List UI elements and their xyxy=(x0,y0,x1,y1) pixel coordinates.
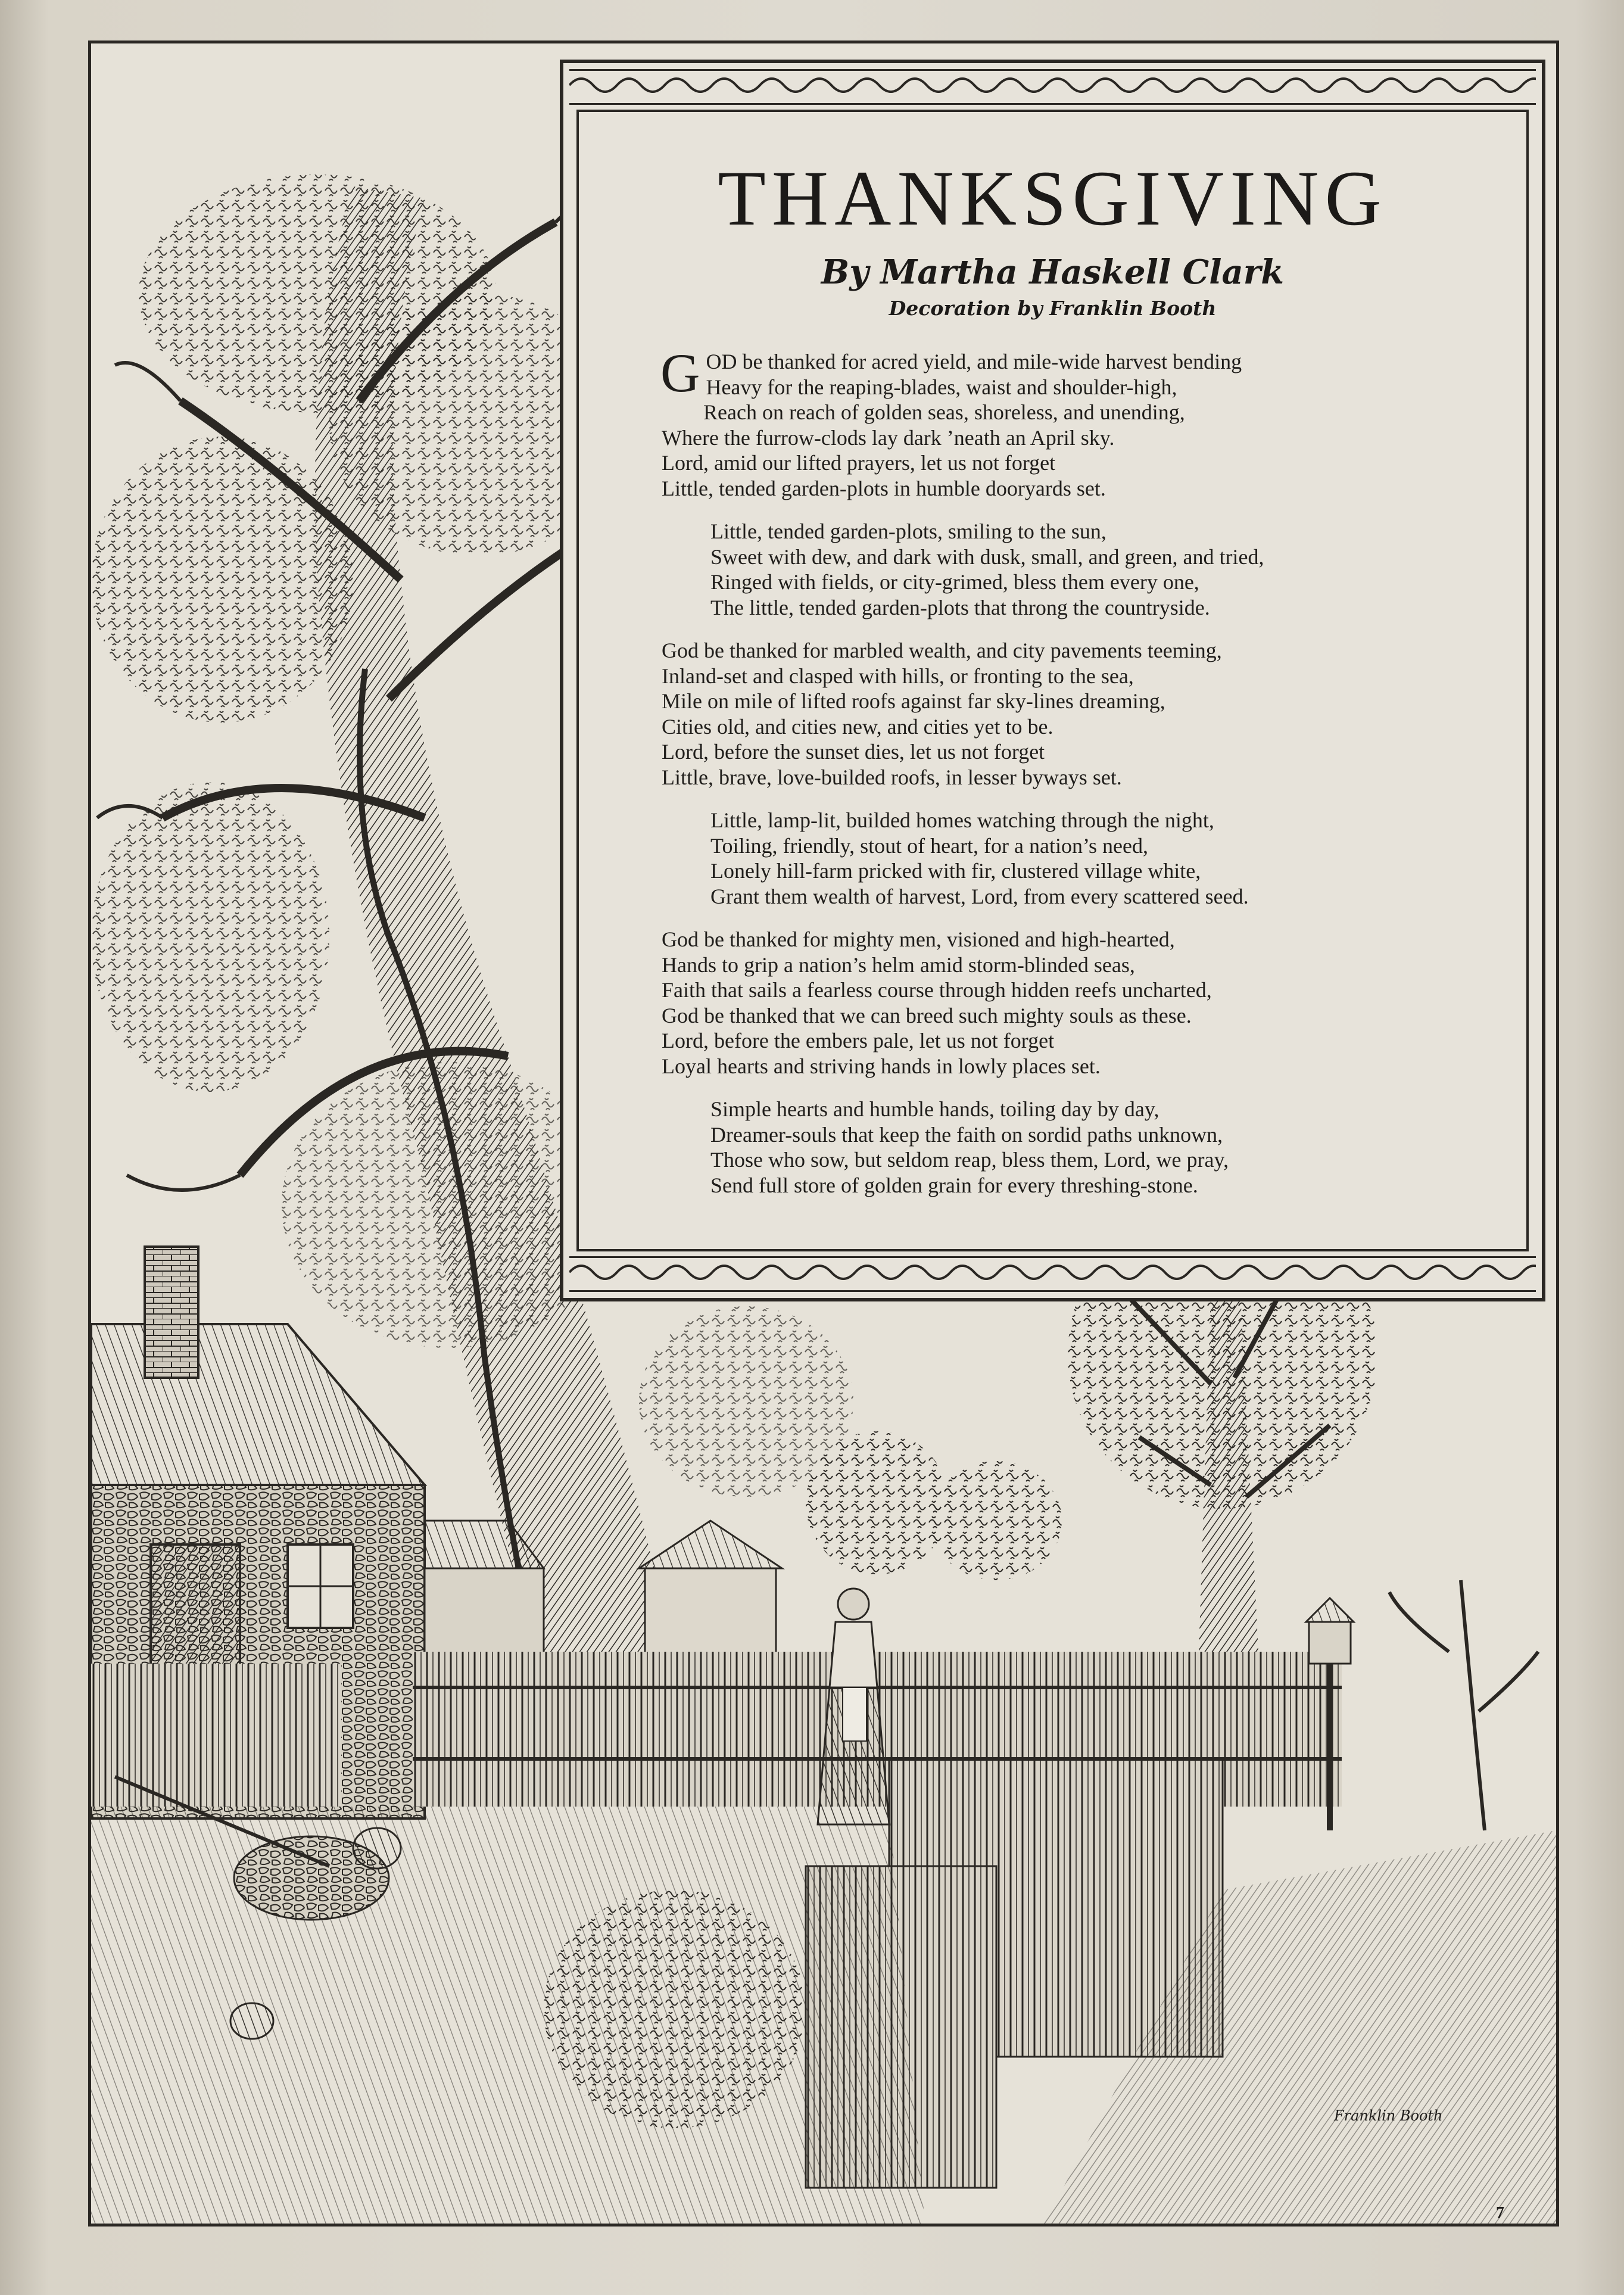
poem-line: Ringed with fields, or city-grimed, bless them every one, xyxy=(710,570,1199,594)
wave-scroll-ornament xyxy=(569,1258,1536,1287)
poem-line: God be thanked that we can breed such mighty souls as these. xyxy=(662,1003,1192,1027)
poem-line: God be thanked for mighty men, visioned and high-hearted, xyxy=(662,927,1175,951)
poem-line: God be thanked for marbled wealth, and city pavements teeming, xyxy=(662,639,1222,662)
poem-line: Heavy for the reaping-blades, waist and shoulder-high, xyxy=(706,375,1177,399)
wave-scroll-ornament xyxy=(569,71,1536,99)
poem-line: Reach on reach of golden seas, shoreless, and unending, xyxy=(703,400,1185,424)
poem-line: Lord, before the embers pale, let us not forget xyxy=(662,1029,1055,1052)
poem-line: Faith that sails a fearless course through hidden reefs uncharted, xyxy=(662,978,1212,1002)
poem-line: Sweet with dew, and dark with dusk, small, and green, and tried, xyxy=(710,544,1264,569)
poem-line: Lonely hill-farm pricked with fir, clustered village white, xyxy=(710,859,1201,883)
stanza-2 xyxy=(662,519,1495,620)
poem-line: The little, tended garden-plots that throng the countryside. xyxy=(710,595,1210,619)
top-ornament-band xyxy=(569,69,1536,105)
poem-line: Loyal hearts and striving hands in lowly places set. xyxy=(662,1054,1101,1078)
stanza-6 xyxy=(662,1097,1495,1198)
poem-line: Those who sow, but seldom reap, bless them, Lord, we pray, xyxy=(710,1148,1229,1172)
poem-line: Grant them wealth of harvest, Lord, from every scattered seed. xyxy=(710,884,1249,908)
poem-line: Dreamer-souls that keep the faith on sordid paths unknown, xyxy=(710,1122,1223,1147)
poem-line: Simple hearts and humble hands, toiling day by day, xyxy=(710,1097,1159,1121)
poem-line: Lord, amid our lifted prayers, let us not forget xyxy=(662,451,1056,475)
poem-line: Little, tended garden-plots in humble dooryards set. xyxy=(662,476,1106,500)
poem-line: Toiling, friendly, stout of heart, for a nation’s need, xyxy=(710,833,1148,858)
stanza-5 xyxy=(662,927,1495,1079)
poem-line: Inland-set and clasped with hills, or fronting to the sea, xyxy=(662,664,1134,688)
author-byline: By Martha Haskell Clark xyxy=(821,253,1285,292)
poem-line: Cities old, and cities new, and cities yet to be. xyxy=(662,714,1053,739)
drop-cap: G xyxy=(660,342,700,403)
poem-line: OD be thanked for acred yield, and mile-wide harvest bending xyxy=(706,350,1242,373)
poem-line: Send full store of golden grain for every threshing-stone. xyxy=(710,1173,1198,1197)
poem-line: Lord, before the sunset dies, let us not forget xyxy=(662,740,1045,764)
decoration-credit: Decoration by Franklin Booth xyxy=(889,297,1217,320)
stanza-1 xyxy=(660,342,1495,501)
poem-line: Where the furrow-clods lay dark ’neath an April sky. xyxy=(662,425,1115,450)
poem-line: Hands to grip a nation’s helm amid storm-blinded seas, xyxy=(662,952,1135,977)
poem-line: Little, lamp-lit, builded homes watching through the night, xyxy=(710,808,1214,832)
stanza-3 xyxy=(662,638,1495,790)
stanza-4 xyxy=(662,808,1495,909)
poem-body xyxy=(660,342,1495,1216)
poem-line: Little, brave, love-builded roofs, in lesser byways set. xyxy=(662,765,1122,789)
poem-line: Mile on mile of lifted roofs against far sky-lines dreaming, xyxy=(662,689,1165,713)
artist-signature: Franklin Booth xyxy=(1334,2107,1443,2124)
bottom-ornament-band xyxy=(569,1256,1536,1292)
poem-box xyxy=(560,60,1545,1301)
page-number: 7 xyxy=(1496,2204,1504,2222)
poem-title: THANKSGIVING xyxy=(718,154,1388,242)
poem-line: Little, tended garden-plots, smiling to the sun, xyxy=(710,519,1106,543)
